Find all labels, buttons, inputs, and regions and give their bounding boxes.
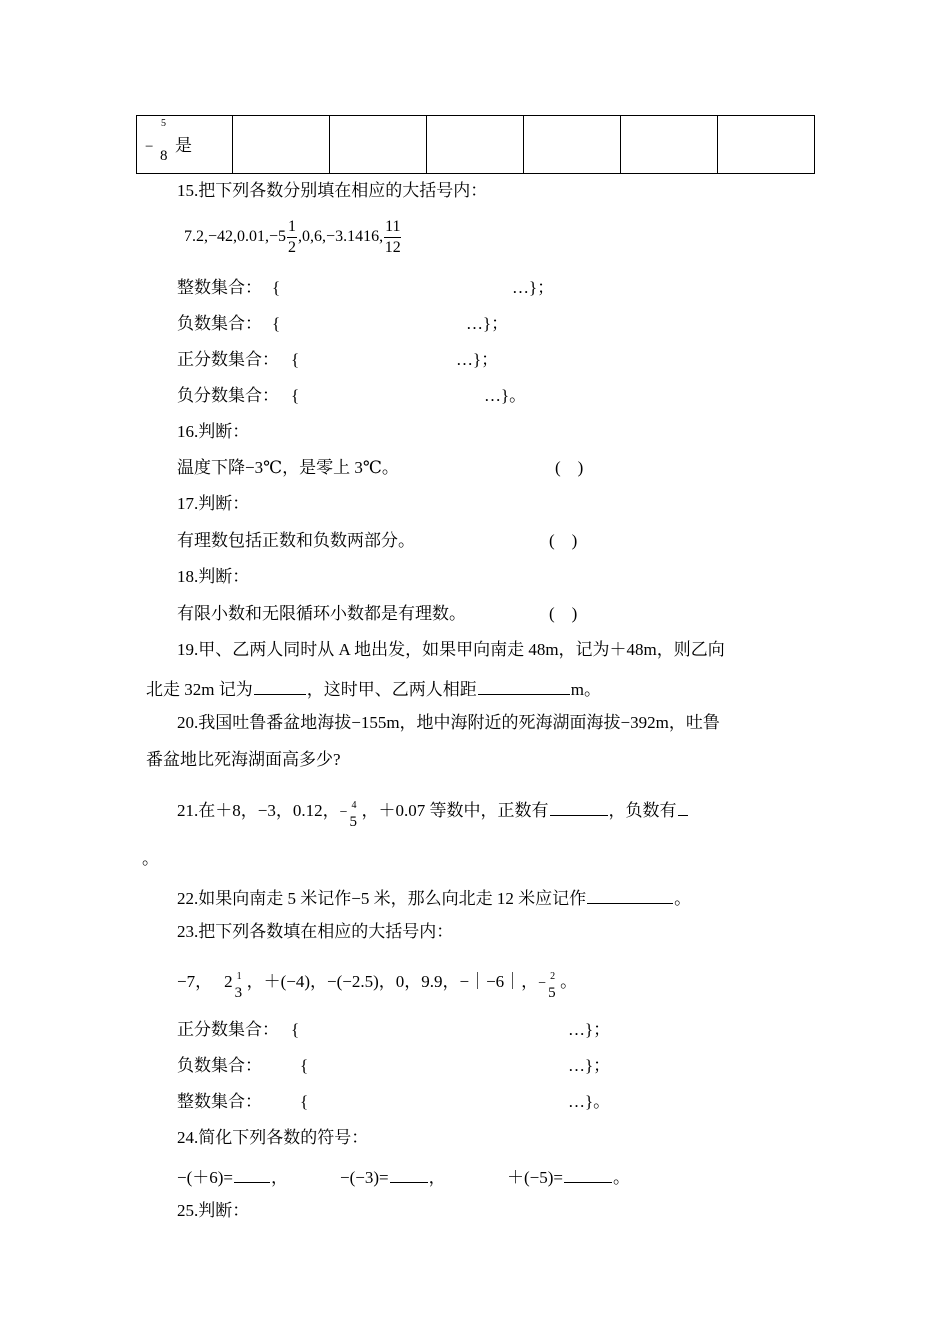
- q21-line1: [177, 797, 689, 831]
- fraction-numerator: 11: [384, 219, 401, 238]
- q24-expr: ，: [428, 1168, 446, 1187]
- q23-mixed-fraction: [233, 968, 247, 1001]
- q18-statement: 有限小数和无限循环小数都是有理数。: [177, 604, 466, 623]
- q23-text: 。: [560, 971, 578, 991]
- q23-set-positive-fraction: [177, 1019, 299, 1041]
- table-cell[interactable]: [233, 116, 330, 174]
- q20-line1: 20.我国吐鲁番盆地海拔−155m，地中海附近的死海湖面海拔−392m，吐鲁: [177, 713, 720, 732]
- q19-line1: 19.甲、乙两人同时从 A 地出发，如果甲向南走 48m，记为＋48m，则乙向: [177, 640, 725, 659]
- q23-numbers: [177, 968, 578, 1001]
- set-label: 正分数集合：: [177, 1020, 279, 1039]
- q21-fraction: [348, 797, 362, 831]
- set-open-brace: {: [272, 278, 281, 297]
- q18-answer-paren[interactable]: ( ): [549, 604, 578, 623]
- q24-expr: ＋(−5)=: [507, 1168, 563, 1187]
- table-cell[interactable]: [621, 116, 718, 174]
- set-label: 负数集合：: [177, 1056, 262, 1075]
- table-cell[interactable]: [718, 116, 815, 174]
- q24-blank-1[interactable]: [234, 1164, 270, 1183]
- table-row: [137, 116, 815, 174]
- q24-expr: −(＋6)=: [177, 1168, 233, 1187]
- q24-title: 24.简化下列各数的符号：: [177, 1128, 369, 1147]
- q23-text: ，＋(−4)，−(−2.5)，0，9.9，−｜−6｜，: [246, 971, 539, 991]
- table-cell[interactable]: [427, 116, 524, 174]
- q24-expr: ，: [271, 1168, 288, 1187]
- q15-title: 15.把下列各数分别填在相应的大括号内：: [177, 181, 488, 200]
- set-open-brace: {: [300, 1092, 309, 1111]
- q15-set-positive-fraction: [177, 349, 299, 371]
- q17-title: 17.判断：: [177, 494, 250, 513]
- set-label: 负分数集合：: [177, 386, 279, 405]
- q23-text: −7，: [177, 971, 213, 991]
- q15-set-integer: [177, 277, 280, 299]
- fraction-denominator: 5: [349, 814, 357, 831]
- table-cell[interactable]: [330, 116, 427, 174]
- q18-title: 18.判断：: [177, 567, 250, 586]
- set-open-brace: {: [272, 314, 281, 333]
- set-label: 负数集合：: [177, 314, 262, 333]
- fraction-sign: −: [538, 975, 547, 991]
- q23-fraction: [546, 968, 560, 1001]
- set-open-brace: {: [291, 386, 300, 405]
- q15-set-negative-fraction: [177, 385, 299, 407]
- table-cell[interactable]: [524, 116, 621, 174]
- q15-set-negative: [177, 313, 280, 335]
- mixed-whole: 2: [224, 971, 233, 991]
- q23-title: 23.把下列各数填在相应的大括号内：: [177, 922, 454, 941]
- answer-table: [136, 115, 815, 174]
- q16-answer-paren[interactable]: ( ): [555, 458, 584, 477]
- q24-blank-2[interactable]: [390, 1164, 428, 1183]
- q21-blank-negative[interactable]: [678, 797, 688, 816]
- q24-expr-1: [177, 1164, 288, 1189]
- q19-blank-2[interactable]: [478, 676, 570, 695]
- q22-blank[interactable]: [587, 885, 673, 904]
- q22-text: 22.如果向南走 5 米记作−5 米，那么向北走 12 米应记作: [177, 889, 587, 908]
- q23-set-negative-close: …}；: [568, 1056, 611, 1075]
- q15-set-integer-close: …}；: [512, 278, 555, 297]
- q23-set-negative: [177, 1055, 308, 1077]
- q24-blank-3[interactable]: [564, 1164, 612, 1183]
- q21-text: ，＋0.07 等数中，正数有: [361, 801, 549, 820]
- fraction-numerator: 1: [236, 971, 242, 982]
- set-label: 整数集合：: [177, 278, 262, 297]
- q15-numbers-prefix: 7.2,−42,0.01,−5: [184, 228, 287, 245]
- q15-fraction-2: [384, 219, 401, 256]
- fraction-denominator: 5: [548, 985, 556, 1001]
- q24-expr: −(−3)=: [340, 1168, 389, 1187]
- q24-expr: 。: [613, 1168, 630, 1187]
- q16-title: 16.判断：: [177, 422, 250, 441]
- q24-expr-3: [507, 1164, 630, 1189]
- set-label: 整数集合：: [177, 1092, 262, 1111]
- q15-numbers-middle: ,0,6,−3.1416,: [298, 228, 384, 245]
- q15-numbers: [184, 214, 402, 260]
- fraction-denominator: 2: [288, 238, 297, 256]
- q17-statement: 有理数包括正数和负数两部分。: [177, 531, 415, 550]
- q23-set-integer: [177, 1091, 308, 1113]
- q17-answer-paren[interactable]: ( ): [549, 531, 578, 550]
- q23-set-positive-fraction-close: …}；: [568, 1020, 611, 1039]
- set-open-brace: {: [291, 350, 300, 369]
- q21-line2: 。: [142, 849, 159, 868]
- fraction-denominator: 12: [384, 238, 401, 256]
- fraction-sign: −: [145, 139, 154, 155]
- q21-text: 21.在＋8，−3，0.12，: [177, 801, 340, 820]
- q19-blank-1[interactable]: [254, 676, 306, 695]
- q20-line2: 番盆地比死海湖面高多少?: [146, 750, 341, 769]
- q19-text: m。: [570, 680, 601, 699]
- q21-text: ，负数有: [608, 801, 677, 820]
- q15-set-positive-fraction-close: …}；: [456, 350, 499, 369]
- fraction-denominator: 8: [160, 148, 168, 164]
- fraction-denominator: 3: [234, 985, 243, 1001]
- q21-blank-positive[interactable]: [550, 797, 608, 816]
- q23-set-integer-close: …}。: [568, 1092, 611, 1111]
- q15-set-negative-close: …}；: [466, 314, 509, 333]
- set-label: 正分数集合：: [177, 350, 279, 369]
- set-open-brace: {: [300, 1056, 309, 1075]
- set-open-brace: {: [291, 1020, 300, 1039]
- q25-title: 25.判断：: [177, 1201, 250, 1220]
- q22-text: 。: [674, 889, 692, 908]
- q22-line: [177, 885, 691, 910]
- q24-expr-2: [340, 1164, 446, 1189]
- fraction-sign: −: [339, 805, 348, 820]
- fraction-numerator: 2: [550, 971, 556, 982]
- q19-text: 北走 32m 记为: [146, 680, 253, 699]
- fraction-numerator: 4: [351, 800, 357, 812]
- q16-statement: 温度下降−3℃，是零上 3℃。: [177, 458, 399, 477]
- fraction-numerator: 5: [161, 118, 166, 129]
- q15-set-negative-fraction-close: …}。: [484, 386, 527, 405]
- table-cell-label: [137, 116, 233, 174]
- q15-fraction-1: [287, 219, 297, 256]
- q19-text: ，这时甲、乙两人相距: [306, 680, 477, 699]
- cell-text: 是: [175, 136, 192, 155]
- fraction-numerator: 1: [287, 219, 297, 238]
- q19-line2: [146, 676, 601, 701]
